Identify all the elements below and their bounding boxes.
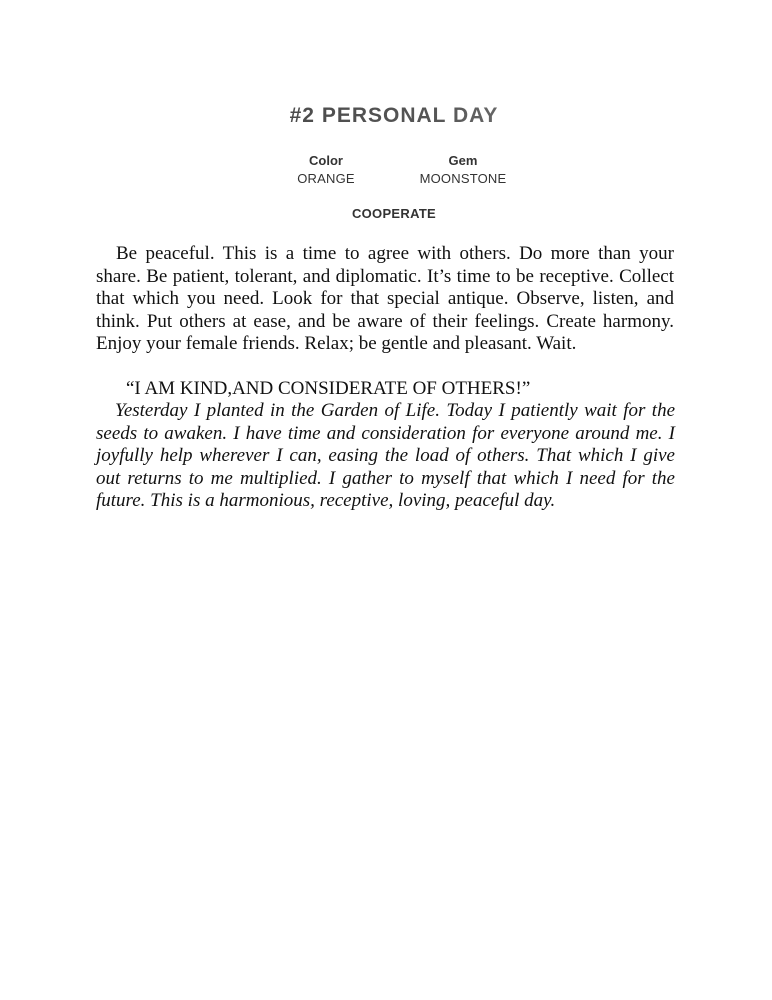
page-title-text: #2 PERSONAL DAY: [289, 104, 499, 127]
page-title: [0, 104, 772, 128]
description-paragraph: Be peaceful. This is a time to agree with others. Do more than your share. Be patient, tolerant, and diplomatic. It’s time to be receptive. Collect that which you need. Look for that special antique. Observe, listen, and think. Put others at ease, and be aware of their feelings. Create harmony. Enjoy your female friends. Relax; be gentle and pleasant. Wait.: [96, 243, 674, 354]
gem-label: Gem: [448, 153, 478, 168]
color-value: ORANGE: [297, 171, 355, 186]
color-attribute: [286, 152, 366, 188]
affirmation-quote: “I AM KIND,AND CONSIDERATE OF OTHERS!”: [126, 378, 531, 399]
color-label: Color: [309, 153, 343, 168]
reflection-paragraph: Yesterday I planted in the Garden of Life. Today I patiently wait for the seeds to awaken. I have time and consideration for everyone around me. I joyfully help wherever I can, easing the load of others. That which I give out returns to me multiplied. I gather to myself that which I need for the future. This is a harmonious, receptive, loving, peaceful day.: [96, 400, 675, 512]
gem-attribute: [408, 152, 518, 188]
keyword-heading: COOPERATE: [351, 206, 437, 221]
gem-value: MOONSTONE: [419, 171, 507, 186]
